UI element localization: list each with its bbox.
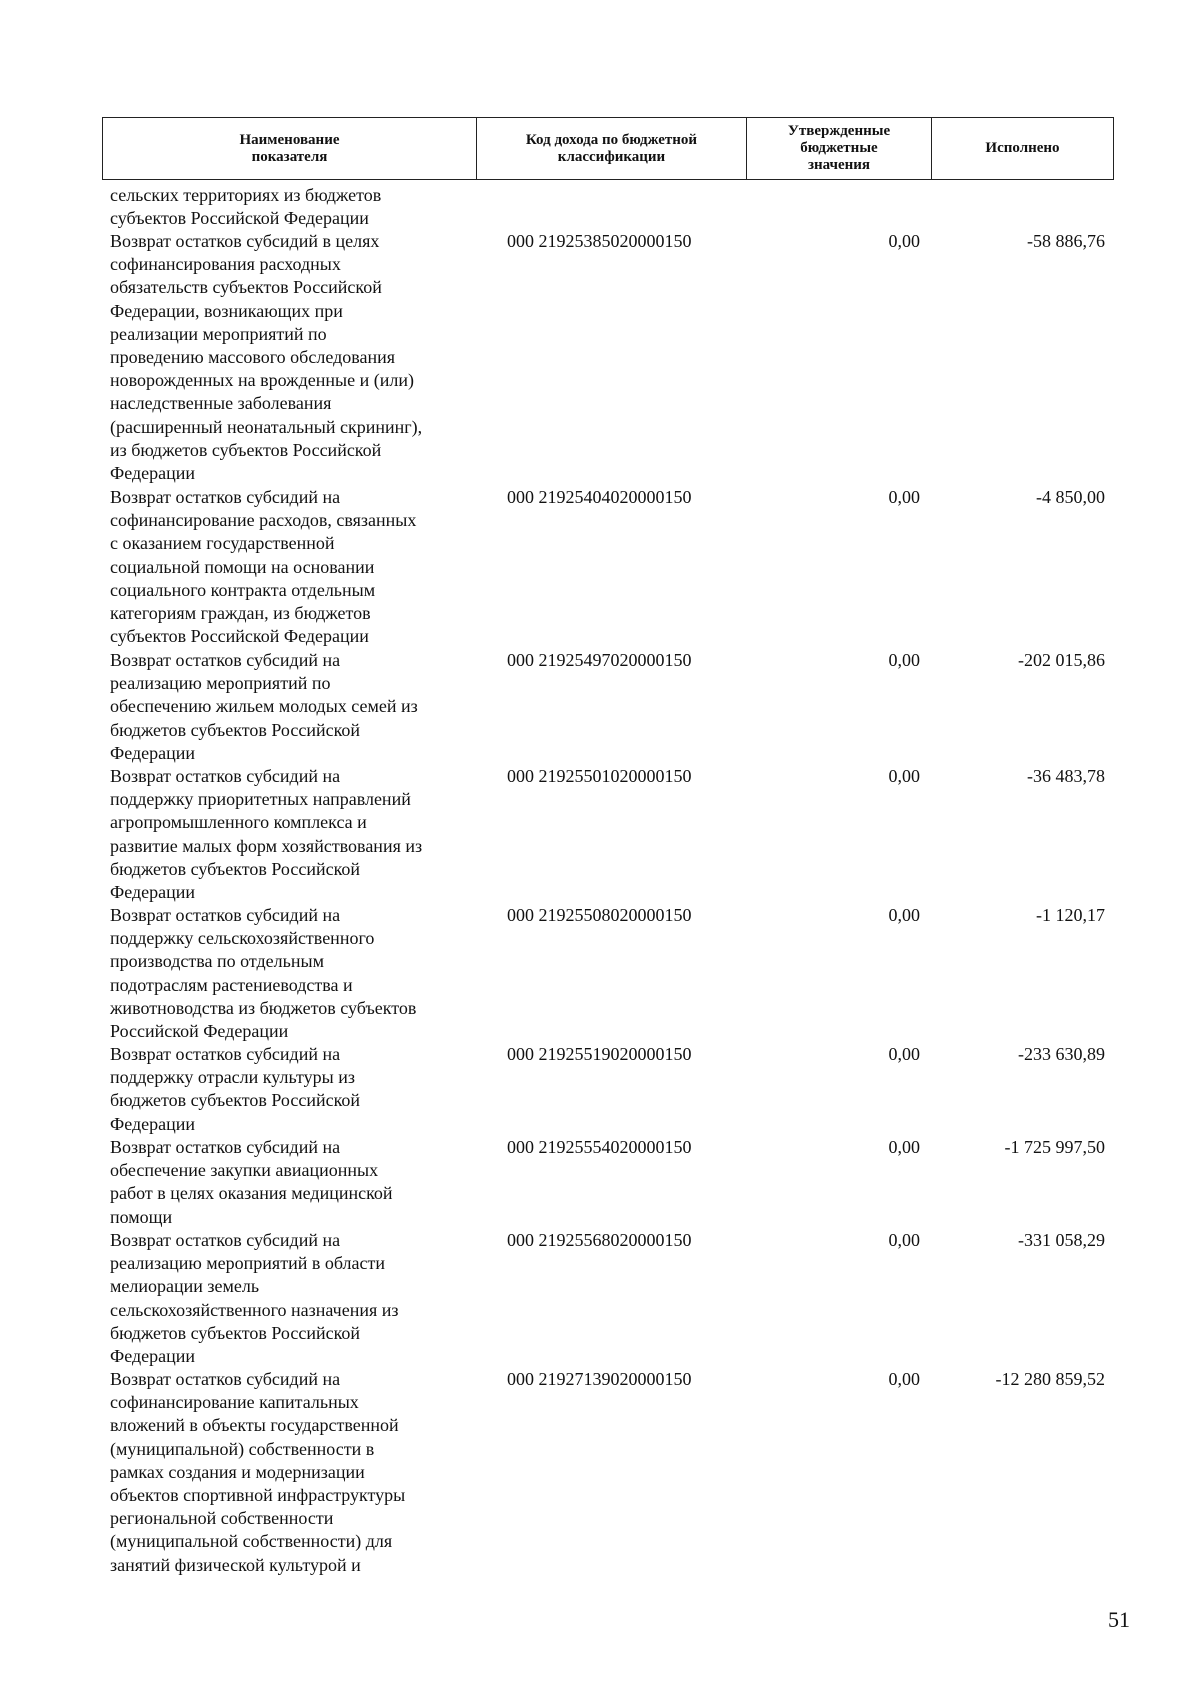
row-name: Возврат остатков субсидий на обеспечение закупки авиационных работ в целях оказания медицинской помощи bbox=[110, 1137, 393, 1227]
row-approved: 0,00 bbox=[888, 231, 920, 251]
page-number: 51 bbox=[1108, 1607, 1130, 1632]
row-done: -1 120,17 bbox=[1036, 905, 1105, 925]
row-approved: 0,00 bbox=[888, 487, 920, 507]
row-name: Возврат остатков субсидий на софинансирование расходов, связанных с оказанием государственной социальной помощи на основании социального контракта отдельным категориям граждан, из бюджетов субъектов Российской Федерации bbox=[110, 487, 417, 647]
row-name: Возврат остатков субсидий на реализацию мероприятий по обеспечению жильем молодых семей из бюджетов субъектов Российской Федерации bbox=[110, 650, 418, 763]
row-name: Возврат остатков субсидий на поддержку сельскохозяйственного производства по отдельным подотраслям растениеводства и животноводства из бюджетов субъектов Российской Федерации bbox=[110, 905, 417, 1042]
row-name: Возврат остатков субсидий на поддержку отрасли культуры из бюджетов субъектов Российской Федерации bbox=[110, 1044, 361, 1134]
row-done: -36 483,78 bbox=[1027, 766, 1105, 786]
header-approved-column bbox=[747, 118, 932, 179]
row-done: -202 015,86 bbox=[1018, 650, 1105, 670]
row-done: -331 058,29 bbox=[1018, 1230, 1105, 1250]
row-code: 000 21925568020000150 bbox=[507, 1230, 692, 1250]
row-approved: 0,00 bbox=[888, 905, 920, 925]
row-code: 000 21925497020000150 bbox=[507, 650, 692, 670]
row-approved: 0,00 bbox=[888, 1044, 920, 1064]
header-done-label: Исполнено bbox=[985, 140, 1060, 156]
row-name: сельских территориях из бюджетов субъектов Российской Федерации bbox=[110, 185, 382, 229]
row-code: 000 21925554020000150 bbox=[507, 1137, 692, 1157]
row-code: 000 21925508020000150 bbox=[507, 905, 692, 925]
header-code-label: Код дохода по бюджетной классификации bbox=[525, 131, 698, 165]
row-approved: 0,00 bbox=[888, 766, 920, 786]
row-approved: 0,00 bbox=[888, 1230, 920, 1250]
header-name-label: Наименование показателя bbox=[239, 131, 340, 165]
row-name: Возврат остатков субсидий на софинансирование капитальных вложений в объекты государственной (муниципальной) собственности в рамках создания и модернизации объектов спортивной инфраструктуры региональной собственности (муниципальной собственности) для занятий физической культурой и bbox=[110, 1369, 406, 1575]
row-done: -12 280 859,52 bbox=[995, 1369, 1105, 1389]
row-name: Возврат остатков субсидий в целях софинансирования расходных обязательств субъектов Российской Федерации, возникающих при реализации мероприятий по проведению массового обследования новорожденных на врожденные и (или) наследственные заболевания (расширенный неонатальный скрининг), из бюджетов субъектов Российской Федерации bbox=[110, 231, 423, 484]
header-done-column bbox=[932, 118, 1113, 179]
row-approved: 0,00 bbox=[888, 1137, 920, 1157]
header-name-column bbox=[103, 118, 477, 179]
row-done: -58 886,76 bbox=[1027, 231, 1105, 251]
row-code: 000 21925519020000150 bbox=[507, 1044, 692, 1064]
row-code: 000 21925385020000150 bbox=[507, 231, 692, 251]
row-approved: 0,00 bbox=[888, 1369, 920, 1389]
row-done: -233 630,89 bbox=[1018, 1044, 1105, 1064]
header-approved-label: Утвержденные бюджетные значения bbox=[787, 123, 891, 173]
row-code: 000 21925404020000150 bbox=[507, 487, 692, 507]
header-code-column bbox=[477, 118, 747, 179]
row-done: -4 850,00 bbox=[1036, 487, 1105, 507]
row-name: Возврат остатков субсидий на поддержку приоритетных направлений агропромышленного комплекса и развитие малых форм хозяйствования из бюджетов субъектов Российской Федерации bbox=[110, 766, 423, 903]
row-name: Возврат остатков субсидий на реализацию мероприятий в области мелиорации земель сельскохозяйственного назначения из бюджетов субъектов Российской Федерации bbox=[110, 1230, 399, 1367]
row-done: -1 725 997,50 bbox=[1004, 1137, 1105, 1157]
row-code: 000 21927139020000150 bbox=[507, 1369, 692, 1389]
row-code: 000 21925501020000150 bbox=[507, 766, 692, 786]
row-approved: 0,00 bbox=[888, 650, 920, 670]
table-header bbox=[102, 117, 1114, 180]
